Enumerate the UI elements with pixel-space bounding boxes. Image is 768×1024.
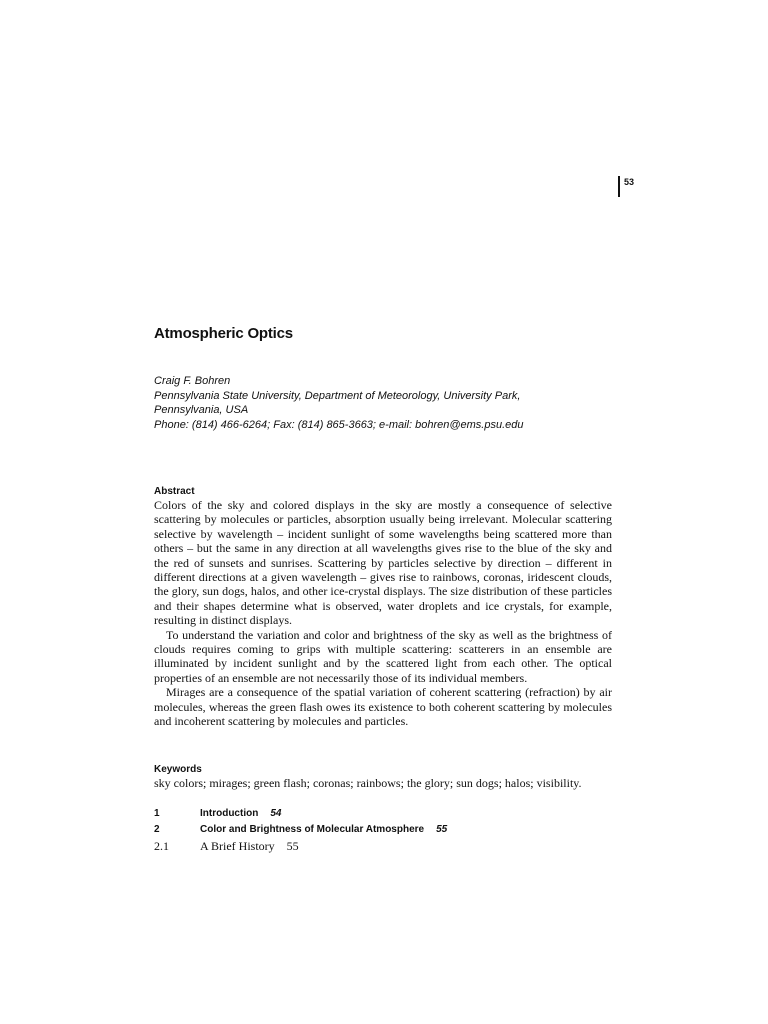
toc-entry <box>154 839 624 855</box>
author-block <box>154 374 624 432</box>
abstract-heading: Abstract <box>154 486 195 497</box>
toc-entry-title: Color and Brightness of Molecular Atmosphere <box>200 823 425 835</box>
toc-entry-page: 55 <box>286 839 299 853</box>
toc-entry-page: 55 <box>436 823 448 835</box>
toc-entry-title: Introduction <box>200 808 259 819</box>
abstract-body <box>154 498 612 729</box>
page-number: 53 <box>624 177 635 187</box>
toc-entry-page: 54 <box>270 808 282 819</box>
abstract-paragraph-1: Colors of the sky and colored displays in the sky are mostly a consequence of selective scattering by molecules or particles, absorption usually being irrelevant. Molecular scattering selective by wavelength – incident sunlight of some wavelengths being scattered more than others – but the same in any direction at all wavelengths gives rise to the blue of the sky and the red of sunsets and sunrises. Scattering by particles selective by direction – different in different directions at a given wavelength – gives rise to rainbows, coronas, iridescent clouds, the glory, sun dogs, halos, and other ice-crystal displays. The size distribution of these particles and their shapes determine what is observed, water droplets and ice crystals, for example, resulting in distinct displays. <box>154 498 612 628</box>
abstract-paragraph-2: To understand the variation and color and brightness of the sky as well as the brightness of clouds requires coming to grips with multiple scattering: scatterers in an ensemble are illuminated by incident sunlight and by the scattered light from each other. The optical properties of an ensemble are not necessarily those of its individual members. <box>154 627 612 685</box>
author-affiliation-line-2: Pennsylvania, USA <box>154 404 249 416</box>
author-affiliation-line-1: Pennsylvania State University, Department of Meteorology, University Park, <box>154 389 521 402</box>
keywords-heading: Keywords <box>154 764 202 775</box>
toc-entry-number: 2 <box>154 823 160 835</box>
article-title: Atmospheric Optics <box>154 325 293 342</box>
abstract-paragraph-3: Mirages are a consequence of the spatial variation of coherent scattering (refraction) by air molecules, whereas the green flash owes its existence to both coherent scattering by molecules and incoherent scattering by molecules and particles. <box>154 685 612 729</box>
toc-entry <box>154 824 624 840</box>
toc-entry <box>154 808 624 824</box>
author-name: Craig F. Bohren <box>154 375 231 387</box>
toc-entry-number: 1 <box>154 808 160 819</box>
page-number-rule <box>618 176 620 197</box>
toc-entry-number: 2.1 <box>154 839 169 853</box>
toc-entry-title: A Brief History <box>200 839 275 853</box>
author-contact: Phone: (814) 466-6264; Fax: (814) 865-3663; e-mail: bohren@ems.psu.edu <box>154 418 524 431</box>
keywords-text: sky colors; mirages; green flash; coronas; rainbows; the glory; sun dogs; halos; visibility. <box>154 776 582 790</box>
table-of-contents <box>154 808 624 855</box>
